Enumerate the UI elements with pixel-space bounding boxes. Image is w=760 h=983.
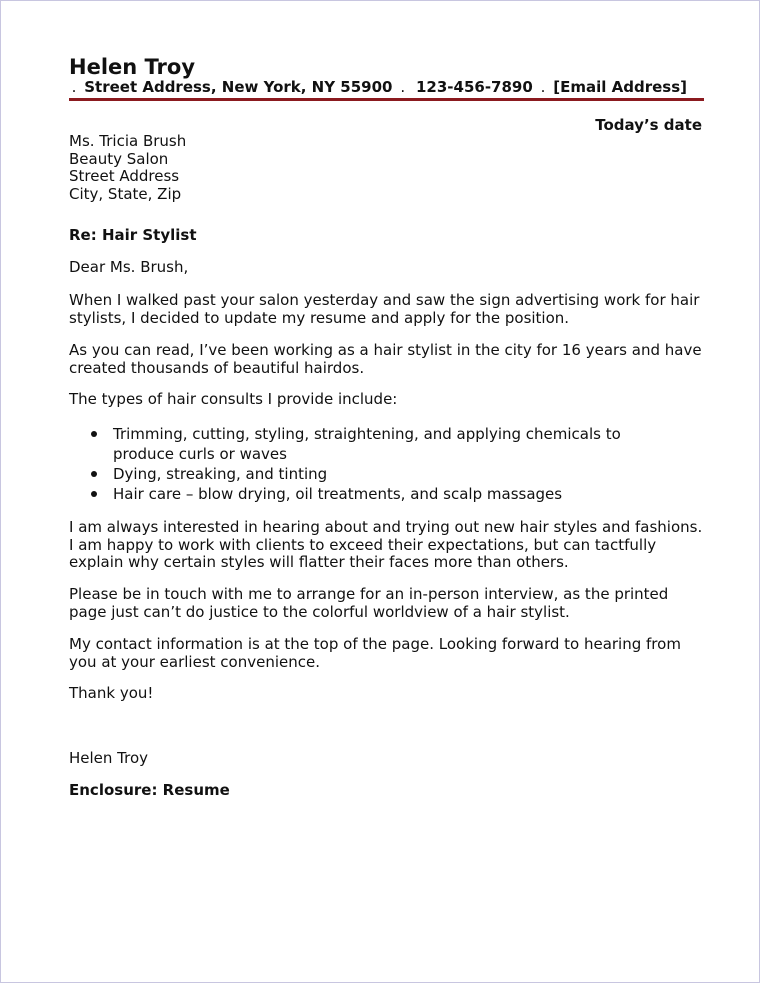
- body-paragraph: As you can read, I’ve been working as a hair stylist in the city for 16 years and have created thousands of beautiful hairdos.: [69, 341, 702, 377]
- letter-date: Today’s date: [595, 116, 702, 134]
- enclosure-line: Enclosure: Resume: [69, 781, 230, 799]
- list-item: [69, 484, 709, 504]
- bullet-icon: [91, 471, 97, 477]
- recipient-name: Ms. Tricia Brush: [69, 132, 187, 150]
- body-paragraph: I am always interested in hearing about and trying out new hair styles and fashions. I am happy to work with clients to exceed their expectations, but can tactfully explain why certain styles will flatter their faces more than others.: [69, 518, 703, 571]
- sender-email: [Email Address]: [553, 78, 687, 96]
- list-item-text: Dying, streaking, and tinting: [113, 465, 328, 483]
- recipient-street: Street Address: [69, 167, 180, 185]
- sender-phone: 123-456-7890: [415, 78, 533, 96]
- sender-contact-line: [69, 78, 704, 101]
- list-item-text: Trimming, cutting, styling, straightening, and applying chemicals to produce curls or waves: [113, 425, 621, 463]
- list-item: [69, 464, 709, 484]
- services-list: [69, 424, 709, 504]
- recipient-city: City, State, Zip: [69, 184, 182, 203]
- list-item-text: Hair care – blow drying, oil treatments, and scalp massages: [113, 485, 563, 503]
- contact-separator: .: [540, 78, 546, 96]
- salutation: Dear Ms. Brush,: [69, 258, 189, 276]
- body-paragraph: The types of hair consults I provide include:: [69, 390, 398, 408]
- bullet-icon: [91, 431, 97, 437]
- closing: Thank you!: [69, 684, 154, 702]
- sender-name: Helen Troy: [69, 55, 196, 79]
- contact-separator: .: [71, 78, 77, 96]
- subject-line: Re: Hair Stylist: [69, 226, 197, 244]
- body-paragraph: When I walked past your salon yesterday and saw the sign advertising work for hair stylists, I decided to update my resume and apply for the position.: [69, 291, 700, 327]
- list-item: [69, 424, 709, 464]
- contact-separator: .: [400, 78, 406, 96]
- signature-name: Helen Troy: [69, 749, 149, 767]
- sender-street: Street Address, New York, NY 55900: [84, 78, 393, 96]
- body-paragraph: My contact information is at the top of the page. Looking forward to hearing from you at your earliest convenience.: [69, 635, 681, 671]
- body-paragraph: Please be in touch with me to arrange for an in-person interview, as the printed page just can’t do justice to the colorful worldview of a hair stylist.: [69, 585, 669, 621]
- bullet-icon: [91, 491, 97, 497]
- recipient-address: [69, 133, 186, 203]
- recipient-company: Beauty Salon: [69, 149, 169, 168]
